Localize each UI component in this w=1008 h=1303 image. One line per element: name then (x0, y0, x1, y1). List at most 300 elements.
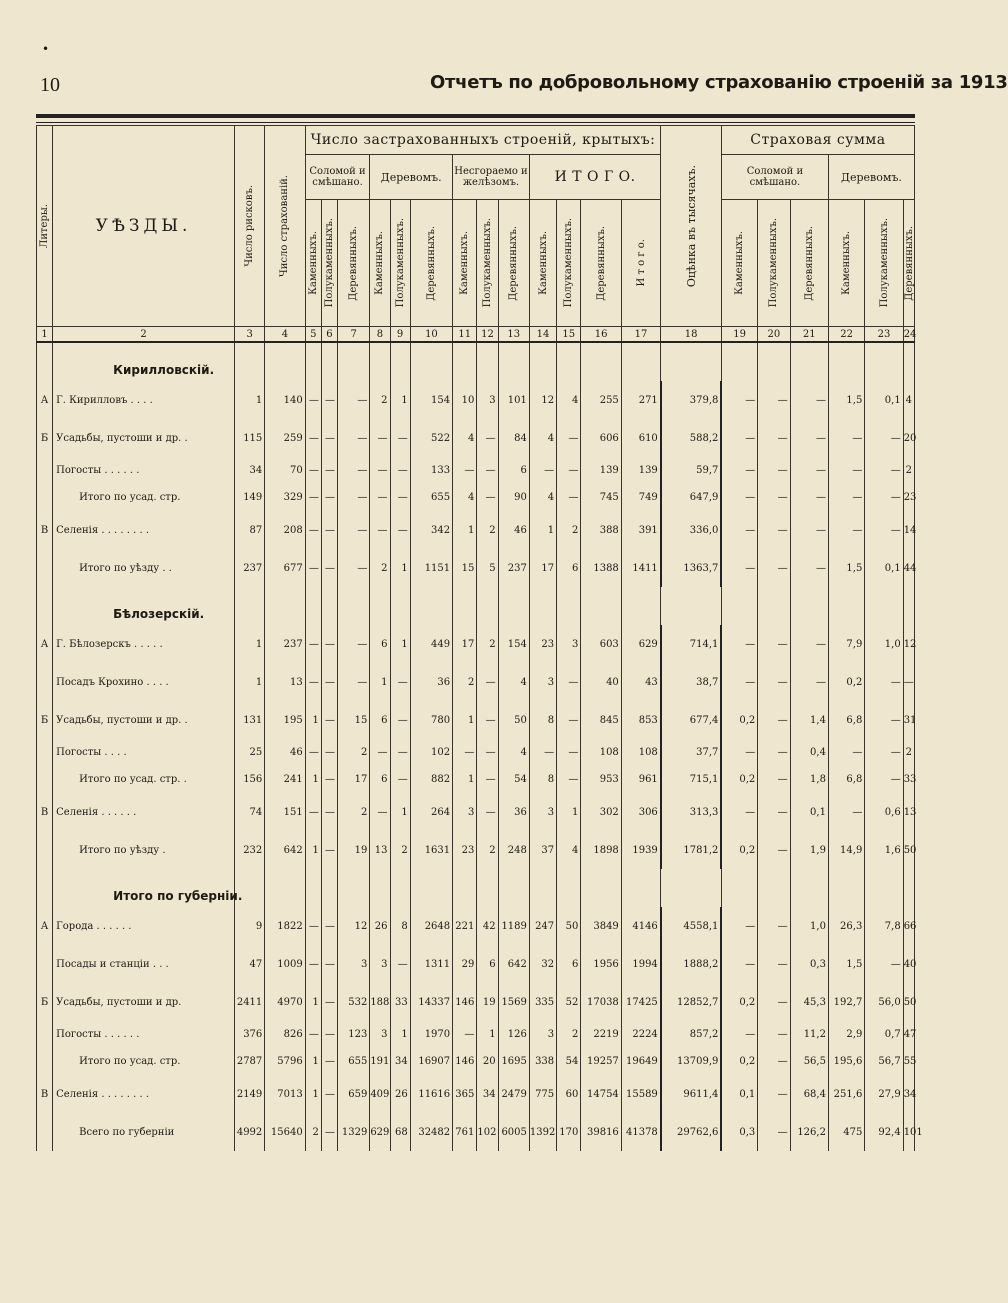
empty-cell (865, 869, 903, 907)
value-cell: — (453, 457, 477, 484)
value-cell: 154 (410, 381, 452, 419)
value-cell: — (321, 1048, 337, 1075)
value-cell: 3 (529, 793, 556, 831)
value-cell: 259 (265, 419, 305, 457)
row-label: Погосты . . . . (53, 739, 235, 766)
value-cell: 845 (581, 701, 621, 739)
value-cell: 0,2 (721, 1048, 757, 1075)
value-cell: 659 (338, 1075, 370, 1113)
value-cell: 19649 (621, 1048, 661, 1075)
empty-cell (557, 869, 581, 907)
value-cell: 14337 (410, 983, 452, 1021)
value-cell: — (370, 793, 390, 831)
value-cell: 251,6 (828, 1075, 864, 1113)
value-cell: 102 (410, 739, 452, 766)
value-cell: 7013 (265, 1075, 305, 1113)
value-cell: 50 (903, 983, 914, 1021)
value-cell: 264 (410, 793, 452, 831)
value-cell: 39816 (581, 1113, 621, 1151)
value-cell: 36 (498, 793, 529, 831)
empty-cell (529, 342, 556, 381)
empty-cell (721, 869, 757, 907)
value-cell: 131 (234, 701, 264, 739)
value-cell: 1 (390, 381, 410, 419)
value-cell: 2 (557, 1021, 581, 1048)
value-cell: — (370, 419, 390, 457)
value-cell: — (305, 457, 321, 484)
value-cell: 1 (305, 701, 321, 739)
value-cell: 313,3 (661, 793, 722, 831)
value-cell: 3 (370, 945, 390, 983)
value-cell: 1 (305, 766, 321, 793)
value-cell: — (321, 945, 337, 983)
value-cell: 56,5 (790, 1048, 828, 1075)
value-cell: 0,2 (721, 766, 757, 793)
column-number: 15 (557, 327, 581, 343)
value-cell: — (758, 1075, 790, 1113)
value-cell: 156 (234, 766, 264, 793)
value-cell: 6 (370, 625, 390, 663)
value-cell: 1 (453, 701, 477, 739)
value-cell: 606 (581, 419, 621, 457)
litera-cell (37, 587, 53, 625)
value-cell: — (529, 457, 556, 484)
value-cell: 44 (903, 549, 914, 587)
table-row (37, 511, 915, 549)
value-cell: 1 (477, 1021, 498, 1048)
value-cell: 1898 (581, 831, 621, 869)
value-cell: 23 (529, 625, 556, 663)
section-title: Бѣлозерскій. (53, 587, 235, 625)
value-cell: — (721, 945, 757, 983)
table-row (37, 625, 915, 663)
header-rule-thin (36, 122, 915, 123)
header-polukamennyh: Полукаменныхъ. (563, 218, 575, 308)
value-cell: — (338, 457, 370, 484)
value-cell: 146 (453, 1048, 477, 1075)
value-cell: — (477, 663, 498, 701)
table-body (37, 342, 923, 1151)
value-cell: — (321, 625, 337, 663)
value-cell: — (305, 484, 321, 511)
litera-cell (37, 457, 53, 484)
value-cell: 642 (498, 945, 529, 983)
value-cell: — (477, 766, 498, 793)
litera-cell: А (37, 625, 53, 663)
value-cell: — (721, 457, 757, 484)
value-cell: 2648 (410, 907, 452, 945)
value-cell: 52 (557, 983, 581, 1021)
value-cell: — (758, 1021, 790, 1048)
value-cell: — (828, 793, 864, 831)
value-cell: 34 (390, 1048, 410, 1075)
value-cell: — (865, 484, 903, 511)
value-cell: 90 (498, 484, 529, 511)
value-cell: 1388 (581, 549, 621, 587)
row-label: Г. Кирилловъ . . . . (53, 381, 235, 419)
value-cell: 23 (903, 484, 914, 511)
value-cell: — (758, 419, 790, 457)
litera-cell: Б (37, 701, 53, 739)
value-cell: 1,6 (865, 831, 903, 869)
value-cell: — (557, 701, 581, 739)
value-cell: — (758, 983, 790, 1021)
empty-cell (370, 587, 390, 625)
value-cell: 882 (410, 766, 452, 793)
value-cell: 192,7 (828, 983, 864, 1021)
header-litery: Литеры. (39, 204, 51, 248)
value-cell: 1392 (529, 1113, 556, 1151)
empty-cell (790, 869, 828, 907)
value-cell: — (721, 739, 757, 766)
value-cell: 66 (903, 907, 914, 945)
header-uezdy: УѢЗДЫ. (53, 126, 235, 327)
value-cell: — (828, 484, 864, 511)
value-cell: 677,4 (661, 701, 722, 739)
value-cell: 0,2 (828, 663, 864, 701)
row-label: Итого по уѣзду . (53, 831, 235, 869)
value-cell: 1189 (498, 907, 529, 945)
value-cell: 4 (498, 663, 529, 701)
value-cell: 780 (410, 701, 452, 739)
value-cell: 208 (265, 511, 305, 549)
header-solomoy: Соломой и смѣшано. (305, 155, 370, 200)
value-cell: 655 (410, 484, 452, 511)
value-cell: 745 (581, 484, 621, 511)
value-cell: — (790, 381, 828, 419)
value-cell: — (721, 907, 757, 945)
value-cell: 221 (453, 907, 477, 945)
value-cell: — (828, 511, 864, 549)
value-cell: 1 (390, 625, 410, 663)
value-cell: — (321, 766, 337, 793)
value-cell: 1 (453, 766, 477, 793)
value-cell: 60 (557, 1075, 581, 1113)
value-cell: 248 (498, 831, 529, 869)
value-cell: — (370, 511, 390, 549)
value-cell: — (529, 739, 556, 766)
empty-cell (903, 869, 914, 907)
empty-cell (721, 587, 757, 625)
value-cell: — (758, 1113, 790, 1151)
value-cell: 4558,1 (661, 907, 722, 945)
value-cell: 40 (581, 663, 621, 701)
value-cell: 1 (529, 511, 556, 549)
value-cell: — (305, 945, 321, 983)
empty-cell (529, 869, 556, 907)
empty-cell (370, 869, 390, 907)
value-cell: 588,2 (661, 419, 722, 457)
value-cell: 25 (234, 739, 264, 766)
header-kamennyh: Каменныхъ. (459, 231, 471, 295)
column-number: 3 (234, 327, 264, 343)
page-title: Отчетъ по добровольному страхованію строеній за 1913 (430, 72, 1008, 93)
value-cell: — (321, 739, 337, 766)
value-cell: 68,4 (790, 1075, 828, 1113)
value-cell: 6 (557, 549, 581, 587)
table-row (37, 549, 915, 587)
value-cell: 4 (453, 419, 477, 457)
value-cell: 715,1 (661, 766, 722, 793)
value-cell: — (721, 793, 757, 831)
value-cell: 1 (305, 983, 321, 1021)
value-cell: 31 (903, 701, 914, 739)
value-cell: 4 (453, 484, 477, 511)
value-cell: 13 (265, 663, 305, 701)
value-cell: 29762,6 (661, 1113, 722, 1151)
value-cell: 3 (529, 1021, 556, 1048)
litera-cell: В (37, 1075, 53, 1113)
litera-cell (37, 1113, 53, 1151)
value-cell: 237 (498, 549, 529, 587)
value-cell: — (338, 625, 370, 663)
header-derevyannyh: Деревянныхъ. (803, 225, 815, 301)
value-cell: 610 (621, 419, 661, 457)
value-cell: 2411 (234, 983, 264, 1021)
value-cell: 4 (557, 831, 581, 869)
value-cell: 36 (410, 663, 452, 701)
litera-cell (37, 1048, 53, 1075)
value-cell: 391 (621, 511, 661, 549)
column-number: 4 (265, 327, 305, 343)
value-cell: 2149 (234, 1075, 264, 1113)
row-label: Селенія . . . . . . . . (53, 511, 235, 549)
value-cell: 365 (453, 1075, 477, 1113)
empty-cell (410, 869, 452, 907)
empty-cell (621, 587, 661, 625)
value-cell: — (305, 907, 321, 945)
value-cell: 12 (529, 381, 556, 419)
header-kamennyh: Каменныхъ. (841, 231, 853, 295)
litera-cell: В (37, 511, 53, 549)
value-cell: 50 (498, 701, 529, 739)
value-cell: 1009 (265, 945, 305, 983)
value-cell: 3849 (581, 907, 621, 945)
value-cell: — (828, 457, 864, 484)
empty-cell (410, 587, 452, 625)
empty-cell (758, 342, 790, 381)
value-cell: — (865, 739, 903, 766)
value-cell: — (305, 549, 321, 587)
value-cell: 8 (529, 766, 556, 793)
header-derevom: Деревомъ. (370, 155, 453, 200)
value-cell: 115 (234, 419, 264, 457)
value-cell: — (321, 419, 337, 457)
value-cell: 8 (390, 907, 410, 945)
value-cell: 2 (903, 457, 914, 484)
table-row (37, 457, 915, 484)
litera-cell: Б (37, 419, 53, 457)
value-cell: — (865, 511, 903, 549)
value-cell: — (390, 419, 410, 457)
litera-cell (37, 1021, 53, 1048)
value-cell: 101 (903, 1113, 914, 1151)
header-polukamennyh: Полукаменныхъ. (481, 218, 493, 308)
value-cell: 2 (557, 511, 581, 549)
value-cell: — (338, 484, 370, 511)
value-cell: 603 (581, 625, 621, 663)
value-cell: 1,5 (828, 381, 864, 419)
empty-cell (721, 342, 757, 381)
table-row (37, 907, 915, 945)
value-cell: 108 (581, 739, 621, 766)
value-cell: 19 (338, 831, 370, 869)
value-cell: 9611,4 (661, 1075, 722, 1113)
empty-cell (661, 869, 722, 907)
empty-cell (498, 587, 529, 625)
value-cell: 34 (477, 1075, 498, 1113)
table-row (37, 739, 915, 766)
value-cell: 14754 (581, 1075, 621, 1113)
value-cell: 677 (265, 549, 305, 587)
value-cell: 306 (621, 793, 661, 831)
value-cell: — (321, 484, 337, 511)
value-cell: 146 (453, 983, 477, 1021)
value-cell: — (790, 625, 828, 663)
value-cell: 0,4 (790, 739, 828, 766)
value-cell: 7,9 (828, 625, 864, 663)
value-cell: 749 (621, 484, 661, 511)
row-label: Усадьбы, пустоши и др. (53, 983, 235, 1021)
value-cell: — (305, 793, 321, 831)
column-number-row (37, 327, 915, 343)
value-cell: 329 (265, 484, 305, 511)
value-cell: — (828, 419, 864, 457)
value-cell: — (321, 831, 337, 869)
value-cell: 232 (234, 831, 264, 869)
value-cell: 1569 (498, 983, 529, 1021)
empty-cell (234, 342, 264, 381)
value-cell: 55 (903, 1048, 914, 1075)
header-derevyannyh: Деревянныхъ. (595, 225, 607, 301)
empty-cell (581, 587, 621, 625)
value-cell: 56,7 (865, 1048, 903, 1075)
header-rule-thick (36, 114, 915, 118)
value-cell: 15640 (265, 1113, 305, 1151)
value-cell: 1 (305, 1048, 321, 1075)
empty-cell (477, 342, 498, 381)
value-cell: 26,3 (828, 907, 864, 945)
empty-cell (828, 587, 864, 625)
value-cell: 0,1 (865, 549, 903, 587)
header-kamennyh: Каменныхъ. (537, 231, 549, 295)
empty-cell (865, 342, 903, 381)
value-cell: 87 (234, 511, 264, 549)
column-number: 14 (529, 327, 556, 343)
value-cell: 59,7 (661, 457, 722, 484)
value-cell: 2479 (498, 1075, 529, 1113)
value-cell: 13 (370, 831, 390, 869)
table-row (37, 831, 915, 869)
value-cell: 1 (557, 793, 581, 831)
empty-cell (305, 869, 321, 907)
value-cell: — (758, 381, 790, 419)
value-cell: 1,0 (790, 907, 828, 945)
value-cell: — (321, 907, 337, 945)
value-cell: 3 (557, 625, 581, 663)
value-cell: 338 (529, 1048, 556, 1075)
value-cell: 1,5 (828, 549, 864, 587)
value-cell: 5796 (265, 1048, 305, 1075)
empty-cell (557, 342, 581, 381)
empty-cell (338, 869, 370, 907)
value-cell: 154 (498, 625, 529, 663)
table-row (37, 945, 915, 983)
value-cell: 1 (305, 1075, 321, 1113)
value-cell: — (758, 766, 790, 793)
value-cell: 2 (477, 831, 498, 869)
value-cell: 0,6 (865, 793, 903, 831)
value-cell: — (758, 457, 790, 484)
value-cell: 38,7 (661, 663, 722, 701)
section-row (37, 587, 915, 625)
value-cell: 4970 (265, 983, 305, 1021)
empty-cell (903, 342, 914, 381)
value-cell: 647,9 (661, 484, 722, 511)
value-cell: 1 (390, 793, 410, 831)
value-cell: 10 (453, 381, 477, 419)
value-cell: 133 (410, 457, 452, 484)
value-cell: — (865, 766, 903, 793)
value-cell: 37 (529, 831, 556, 869)
value-cell: 1,8 (790, 766, 828, 793)
column-number: 17 (621, 327, 661, 343)
row-label: Всего по губерніи (53, 1113, 235, 1151)
litera-cell (37, 831, 53, 869)
value-cell: 3 (529, 663, 556, 701)
value-cell: — (305, 381, 321, 419)
value-cell: 1411 (621, 549, 661, 587)
value-cell: 1 (305, 831, 321, 869)
value-cell: 84 (498, 419, 529, 457)
value-cell: 70 (265, 457, 305, 484)
value-cell: 522 (410, 419, 452, 457)
value-cell: 0,1 (790, 793, 828, 831)
empty-cell (557, 587, 581, 625)
litera-cell: Б (37, 983, 53, 1021)
value-cell: — (758, 511, 790, 549)
value-cell: — (338, 381, 370, 419)
section-row (37, 342, 915, 381)
value-cell: 3 (477, 381, 498, 419)
empty-cell (265, 342, 305, 381)
value-cell: 33 (903, 766, 914, 793)
value-cell: — (321, 983, 337, 1021)
value-cell: 388 (581, 511, 621, 549)
table-row (37, 1021, 915, 1048)
value-cell: 43 (621, 663, 661, 701)
value-cell: 6 (557, 945, 581, 983)
value-cell: — (390, 484, 410, 511)
value-cell: 139 (581, 457, 621, 484)
empty-cell (477, 587, 498, 625)
header-solomoy-2: Соломой и смѣшано. (721, 155, 828, 200)
value-cell: 1 (390, 1021, 410, 1048)
value-cell: — (453, 739, 477, 766)
empty-cell (661, 342, 722, 381)
header-chislo-riskov: Число рисковъ. (244, 185, 256, 267)
value-cell: 195 (265, 701, 305, 739)
value-cell: 54 (498, 766, 529, 793)
empty-cell (321, 587, 337, 625)
value-cell: 475 (828, 1113, 864, 1151)
row-label: Погосты . . . . . . (53, 1021, 235, 1048)
value-cell: — (390, 739, 410, 766)
value-cell: — (790, 419, 828, 457)
column-number: 1 (37, 327, 53, 343)
row-label: Селенія . . . . . . (53, 793, 235, 831)
value-cell: — (865, 457, 903, 484)
